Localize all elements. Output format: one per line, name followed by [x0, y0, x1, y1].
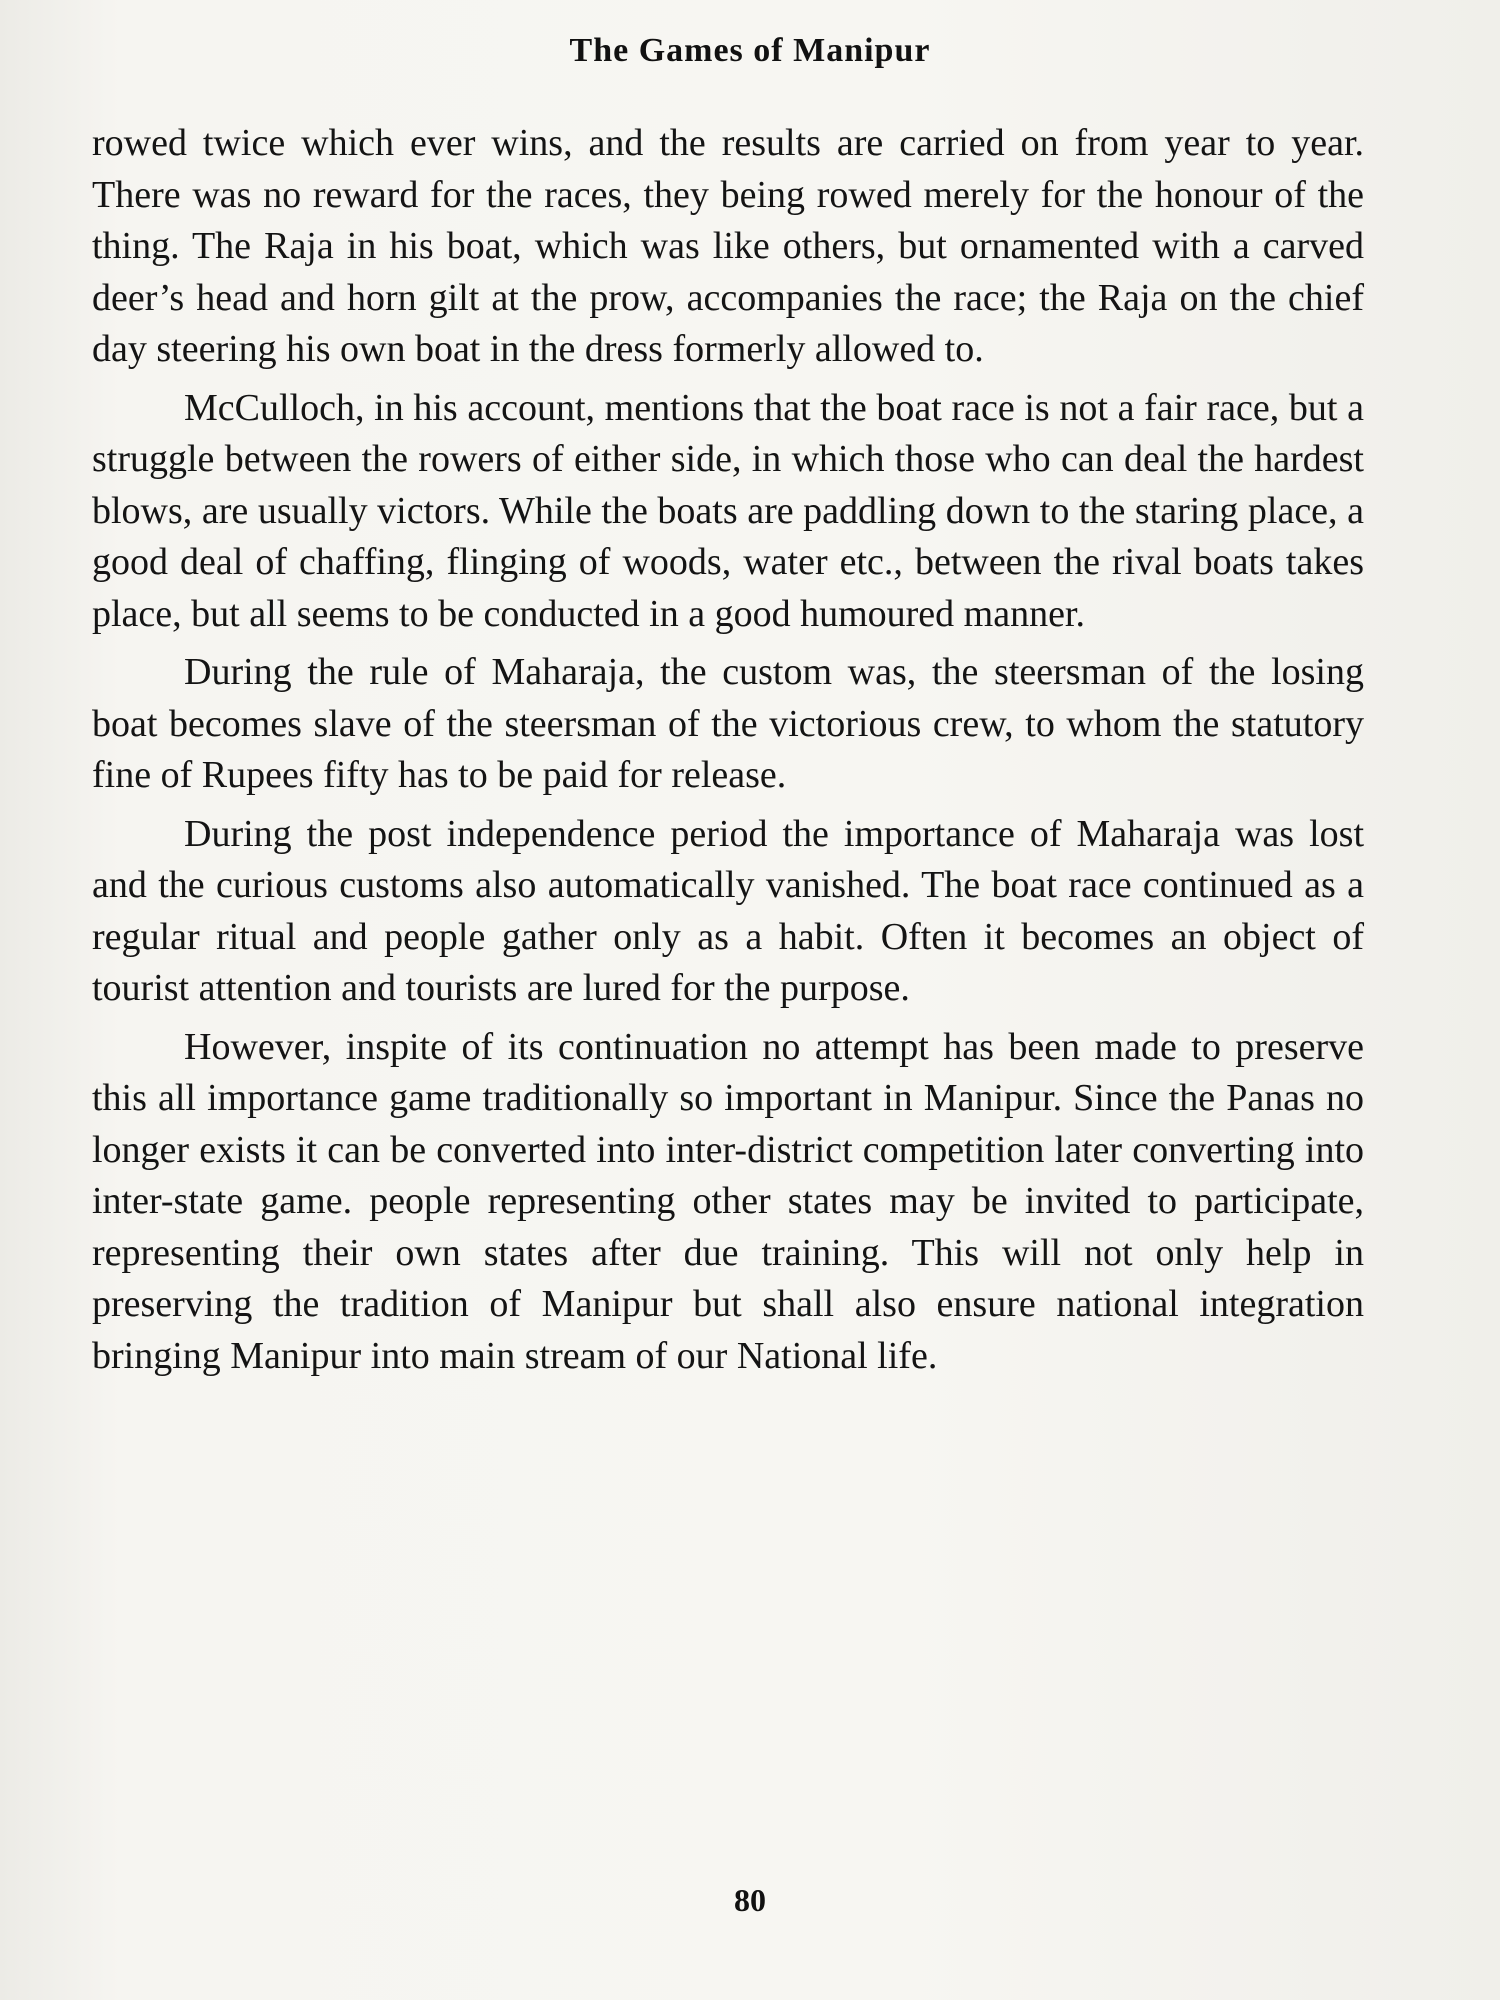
paragraph-post-independence: During the post independence period the importance of Maharaja was lost and the curious customs also automatically vanished. The boat race continued as a regular ritual and people gather only as a habit. Often it becomes an object of tourist attention and tourists are lured for the purpose.	[92, 812, 1364, 1009]
body-text	[92, 118, 1364, 1389]
page-number: 80	[734, 1882, 766, 1918]
paragraph-preservation: However, inspite of its continuation no attempt has been made to preserve this all importance game traditionally so important in Manipur. Since the Panas no longer exists it can be converted into inter-district competition later converting into inter-state game. people representing other states may be invited to participate, representing their own states after due training. This will not only help in preserving the tradition of Manipur but shall also ensure national integration bringing Manipur into main stream of our National life.	[92, 1025, 1364, 1377]
paragraph-mcculloch: McCulloch, in his account, mentions that the boat race is not a fair race, but a struggle between the rowers of either side, in which those who can deal the hardest blows, are usually victors. While the boats are paddling down to the staring place, a good deal of chaffing, flinging of woods, water etc., between the rival boats takes place, but all seems to be conducted in a good humoured manner.	[92, 386, 1364, 635]
paragraph-continuation: rowed twice which ever wins, and the results are carried on from year to year. There was no reward for the races, they being rowed merely for the honour of the thing. The Raja in his boat, which was like others, but ornamented with a carved deer’s head and horn gilt at the prow, accompanies the race; the Raja on the chief day steering his own boat in the dress formerly allowed to.	[92, 122, 1364, 370]
running-head: The Games of Manipur	[569, 32, 931, 69]
paragraph-maharaja-custom: During the rule of Maharaja, the custom was, the steersman of the losing boat becomes slave of the steersman of the victorious crew, to whom the statutory fine of Rupees fifty has to be paid for release.	[92, 651, 1364, 796]
